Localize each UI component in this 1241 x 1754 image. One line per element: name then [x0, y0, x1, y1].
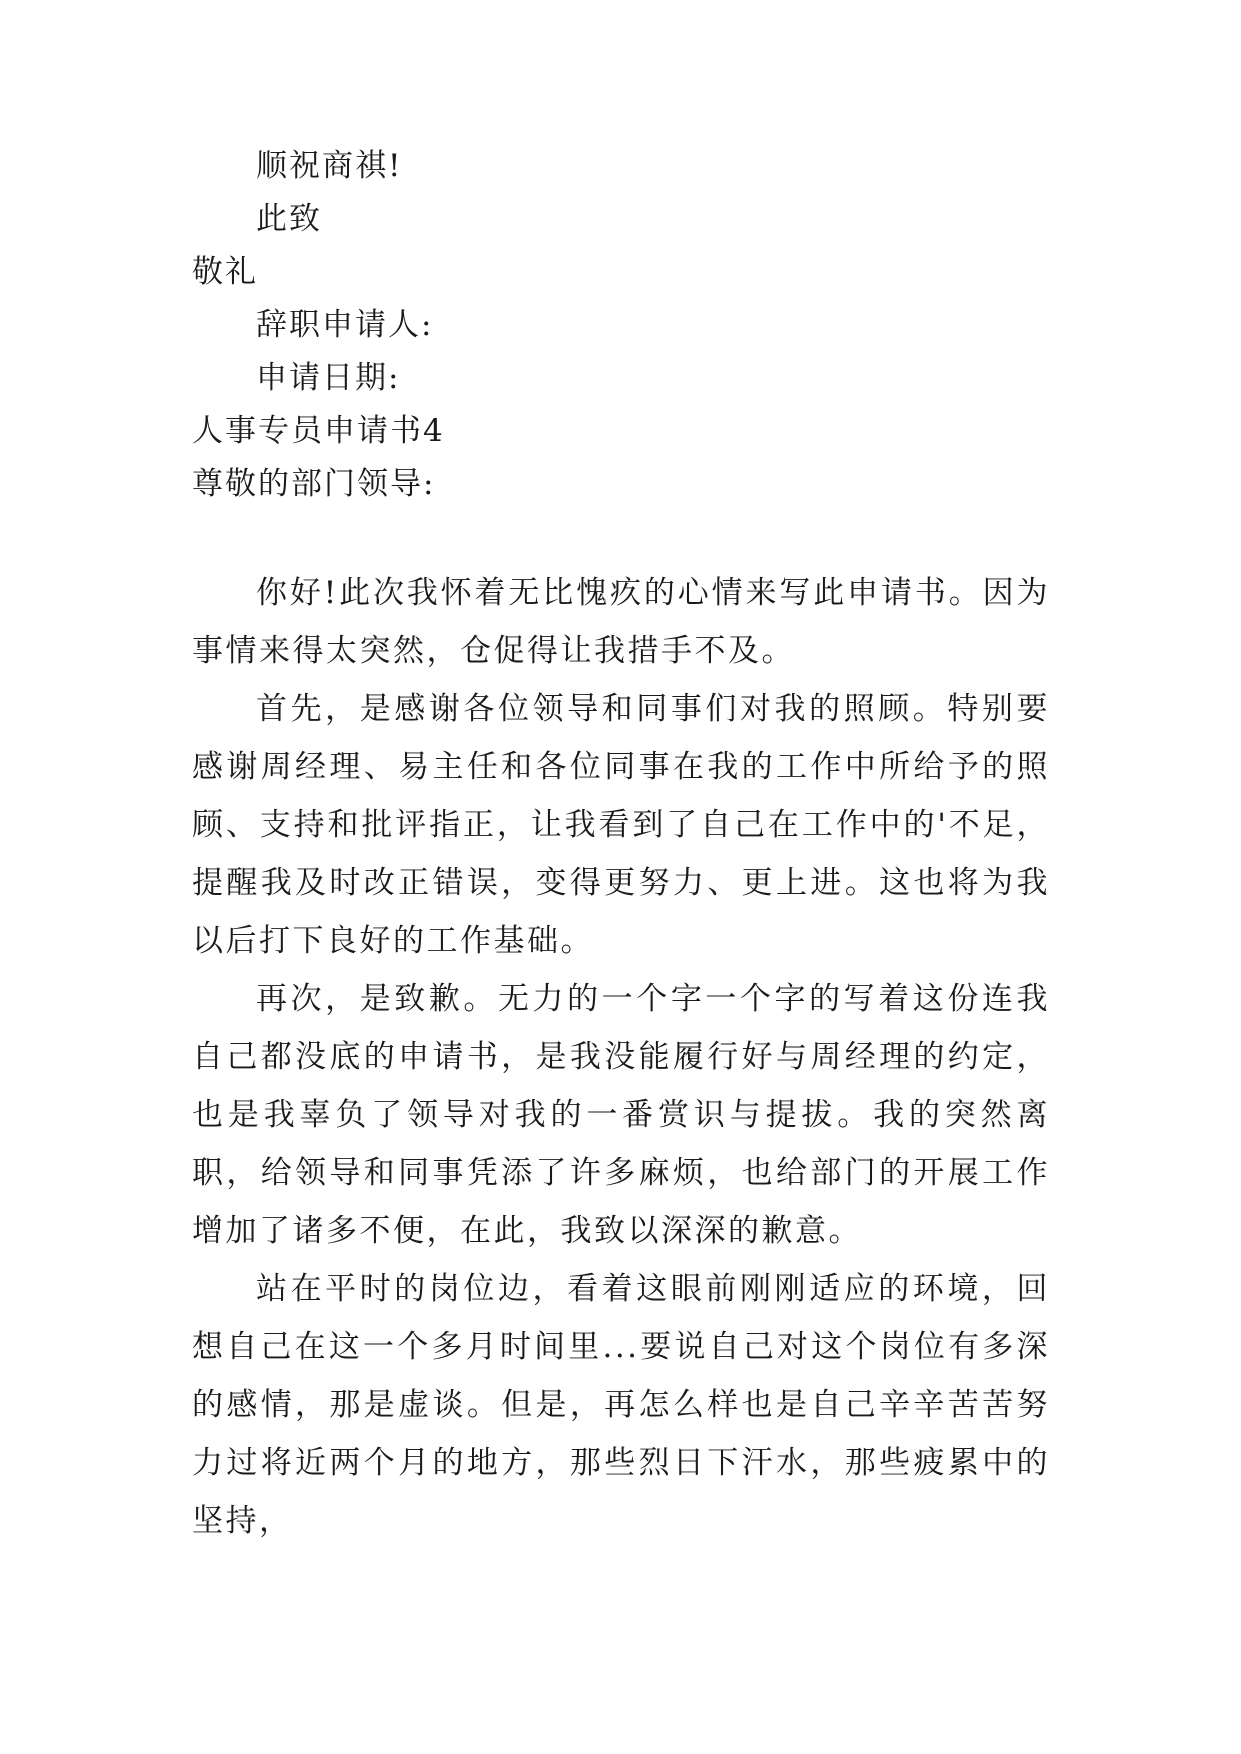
date-label: 申请日期:	[256, 360, 401, 396]
paragraph: 你好!此次我怀着无比愧疚的心情来写此申请书。因为事情来得太突然，仓促得让我措手不及。	[192, 575, 1050, 669]
applicant-label: 辞职申请人:	[256, 307, 434, 343]
section-title: 人事专员申请书4	[192, 413, 445, 449]
paragraph: 再次，是致歉。无力的一个字一个字的写着这份连我自己都没底的申请书，是我没能履行好与周经理的约定，也是我辜负了领导对我的一番赏识与提拔。我的突然离职，给领导和同事凭添了许多麻烦，也给部门的开展工作增加了诸多不便，在此，我致以深深的歉意。	[192, 981, 1050, 1249]
closing-salute: 敬礼	[192, 254, 258, 290]
greeting: 尊敬的部门领导:	[192, 466, 436, 502]
paragraph: 首先，是感谢各位领导和同事们对我的照顾。特别要感谢周经理、易主任和各位同事在我的工作中所给予的照顾、支持和批评指正，让我看到了自己在工作中的'不足，提醒我及时改正错误，变得更努力、更上进。这也将为我以后打下良好的工作基础。	[192, 691, 1050, 959]
closing-regards: 顺祝商祺!	[256, 148, 403, 184]
paragraph: 站在平时的岗位边，看着这眼前刚刚适应的环境，回想自己在这一个多月时间里...要说自己对这个岗位有多深的感情，那是虚谈。但是，再怎么样也是自己辛辛苦苦努力过将近两个月的地方，那些烈日下汗水，那些疲累中的坚持，	[192, 1271, 1050, 1539]
closing-to: 此致	[256, 201, 322, 237]
